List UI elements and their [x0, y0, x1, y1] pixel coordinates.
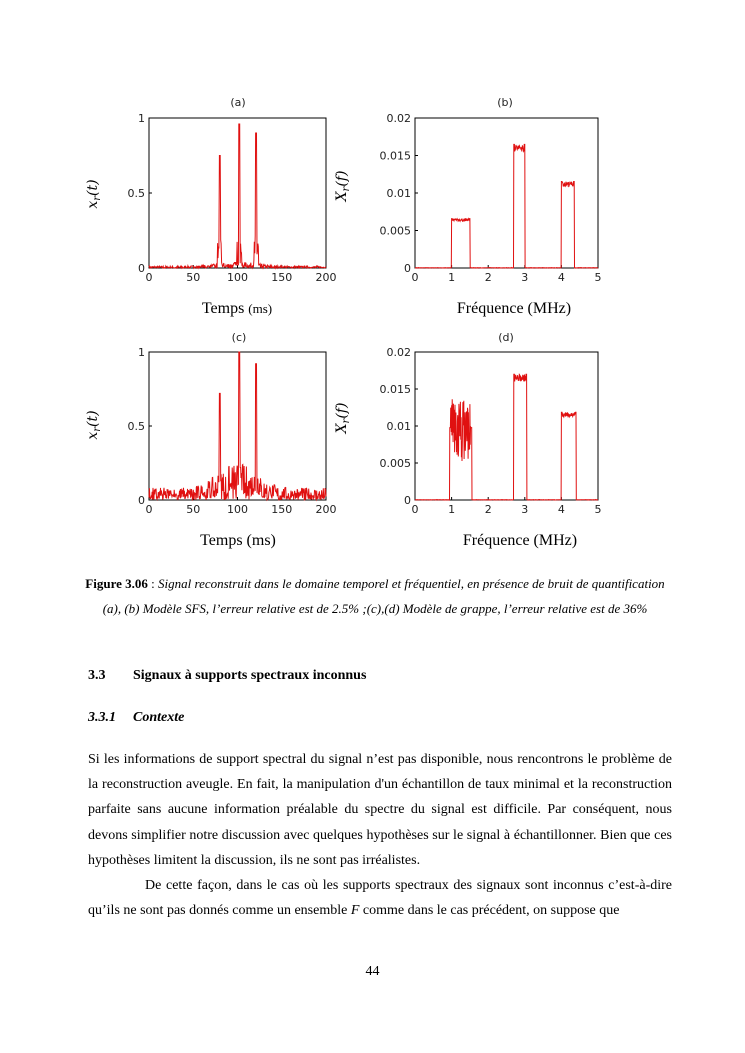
- x-tick-label: 100: [227, 271, 248, 284]
- y-tick-label: 0.005: [379, 224, 411, 238]
- y-tick-label: 0.005: [379, 457, 411, 470]
- panel-d: [334, 331, 602, 549]
- caption-text: Signal reconstruit dans le domaine temporel et fréquentiel, en présence de bruit de quantification (a), (b) Modèle SFS, l’erreur relative est de 2.5% ;(c),(d) Modèle de grappe, l’erreur relative est de 36%: [102, 576, 665, 616]
- y-tick-label: 1: [138, 112, 145, 125]
- x-axis-label: Fréquence (MHz): [462, 532, 578, 549]
- figure-caption: [82, 571, 668, 621]
- y-tick-label: 1: [138, 346, 145, 359]
- x-axis-label: Fréquence (MHz): [456, 300, 572, 317]
- x-tick-label: 2: [484, 271, 492, 284]
- x-tick-label: 200: [315, 503, 337, 516]
- y-tick-label: 0: [138, 494, 145, 507]
- panel-label: (c): [231, 331, 247, 344]
- x-tick-label: 2: [484, 503, 492, 516]
- x-tick-label: 3: [521, 503, 529, 516]
- caption-label: Figure 3.06: [85, 576, 148, 591]
- series-line: [149, 352, 326, 500]
- subsection-heading: [88, 710, 184, 726]
- series-line: [415, 374, 598, 500]
- x-tick-label: 3: [521, 271, 529, 284]
- x-tick-label: 4: [557, 271, 565, 284]
- svg-text:xr(t): $x_r(t)$: [85, 410, 103, 440]
- x-tick-label: 0: [145, 271, 153, 284]
- x-tick-label: 0: [145, 503, 153, 516]
- x-tick-label: 50: [186, 503, 201, 516]
- subsection-number: 3.3.1: [88, 710, 116, 725]
- x-tick-label: 200: [315, 271, 337, 284]
- math-symbol: F: [350, 903, 360, 919]
- x-tick-label: 0: [411, 271, 419, 284]
- x-tick-label: 50: [186, 271, 201, 284]
- y-tick-label: 0.5: [127, 420, 145, 433]
- y-tick-label: 0: [404, 494, 411, 507]
- caption-separator: :: [147, 576, 159, 591]
- panel-a: [85, 96, 337, 317]
- page-number: 44: [365, 964, 380, 979]
- x-tick-label: 0: [411, 503, 419, 516]
- y-tick-label: 0.01: [386, 187, 411, 200]
- panel-label: (a): [230, 96, 246, 109]
- series-line: [149, 124, 326, 268]
- x-tick-label: 5: [594, 503, 602, 516]
- x-axis-label: Temps (ms): [201, 300, 273, 317]
- x-tick-label: 5: [594, 271, 602, 284]
- axes-frame: [415, 118, 598, 268]
- panel-c: [85, 331, 337, 549]
- x-tick-label: 4: [557, 503, 565, 516]
- y-tick-label: 0: [138, 262, 145, 275]
- section-heading: [88, 668, 366, 684]
- svg-text:Xr(f): $X_r(f)$: [334, 170, 352, 202]
- series-line: [415, 144, 598, 268]
- y-axis-label: [85, 179, 103, 208]
- x-tick-label: 1: [448, 271, 456, 284]
- x-tick-label: 100: [227, 503, 248, 516]
- y-tick-label: 0.01: [386, 420, 411, 433]
- paragraph: Si les informations de support spectral du signal n’est pas disponible, nous rencontrons le problème de la reconstruction aveugle. En fait, la manipulation d'un échantillon de taux minimal et la reconstruction parfaite sans aucune information préalable du spectre du signal est difficile. Par conséquent, nous devons simplifier notre discussion avec quelques hypothèses sur le signal à échantillonner. Bien que ces hypothèses limitent la discussion, ils ne sont pas irréalistes.: [88, 752, 672, 868]
- y-axis-label: [85, 410, 103, 439]
- section-title: Signaux à supports spectraux inconnus: [133, 668, 367, 683]
- y-tick-label: 0.02: [386, 112, 411, 125]
- x-tick-label: 150: [271, 271, 293, 284]
- axes-frame: [415, 352, 598, 500]
- panel-label: (d): [498, 331, 514, 344]
- subsection-title: Contexte: [133, 710, 185, 725]
- x-tick-label: 1: [448, 503, 456, 516]
- body-text: [88, 747, 672, 923]
- y-tick-label: 0.015: [379, 149, 411, 163]
- y-axis-label: [334, 403, 352, 435]
- panel-label: (b): [497, 96, 513, 109]
- y-tick-label: 0.5: [127, 187, 145, 200]
- paragraph: De cette façon, dans le cas où les supports spectraux des signaux sont inconnus c’est-à-dire qu’ils ne sont pas donnés comme un ensemble F comme dans le cas précédent, on suppose que: [88, 878, 672, 919]
- x-tick-label: 150: [271, 503, 293, 516]
- y-axis-label: [334, 171, 352, 203]
- section-number: 3.3: [88, 668, 106, 683]
- svg-text:xr(t): $x_r(t)$: [85, 179, 103, 209]
- y-tick-label: 0.015: [379, 383, 411, 396]
- y-tick-label: 0: [404, 262, 411, 275]
- y-tick-label: 0.02: [386, 346, 411, 359]
- x-axis-label: Temps (ms): [200, 532, 276, 549]
- svg-text:Xr(f): $X_r(f)$: [334, 402, 352, 434]
- panel-b: [334, 96, 602, 317]
